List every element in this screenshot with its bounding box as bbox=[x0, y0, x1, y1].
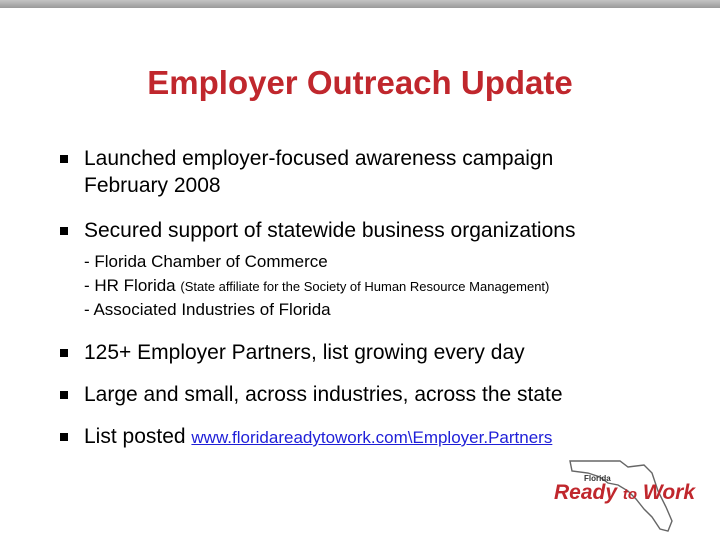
bullet-text: Large and small, across industries, across the state bbox=[84, 383, 563, 406]
bullet-text: 125+ Employer Partners, list growing every day bbox=[84, 341, 525, 364]
bullet-text bbox=[84, 424, 552, 450]
sub-item bbox=[84, 276, 549, 296]
bullet-marker-icon bbox=[60, 227, 68, 235]
slide-title: Employer Outreach Update bbox=[147, 64, 573, 101]
bullet-text: Launched employer-focused awareness campaign bbox=[84, 147, 554, 170]
bullet-marker-icon bbox=[60, 155, 68, 163]
bullet-text-prefix: List posted bbox=[84, 425, 192, 448]
top-bar bbox=[0, 0, 720, 8]
sub-item-text: - HR Florida bbox=[84, 276, 181, 295]
bullet-marker-icon bbox=[60, 433, 68, 441]
employer-partners-link[interactable]: www.floridareadytowork.com\Employer.Partners bbox=[191, 428, 553, 447]
bullet-marker-icon bbox=[60, 349, 68, 357]
logo-word-ready: Ready bbox=[554, 481, 618, 504]
sub-item: - Florida Chamber of Commerce bbox=[84, 252, 328, 271]
logo-main-text bbox=[554, 481, 696, 504]
bullet-text: Secured support of statewide business organizations bbox=[84, 219, 576, 242]
ready-to-work-logo bbox=[548, 455, 706, 533]
logo-word-work: Work bbox=[642, 481, 696, 504]
logo-small-text: Florida bbox=[584, 474, 611, 483]
sub-item: - Associated Industries of Florida bbox=[84, 300, 331, 319]
logo-word-to: to bbox=[622, 486, 638, 503]
bullet-marker-icon bbox=[60, 391, 68, 399]
bullet-text-cont: February 2008 bbox=[84, 174, 221, 197]
sub-item-note: (State affiliate for the Society of Human Resource Management) bbox=[180, 279, 550, 294]
